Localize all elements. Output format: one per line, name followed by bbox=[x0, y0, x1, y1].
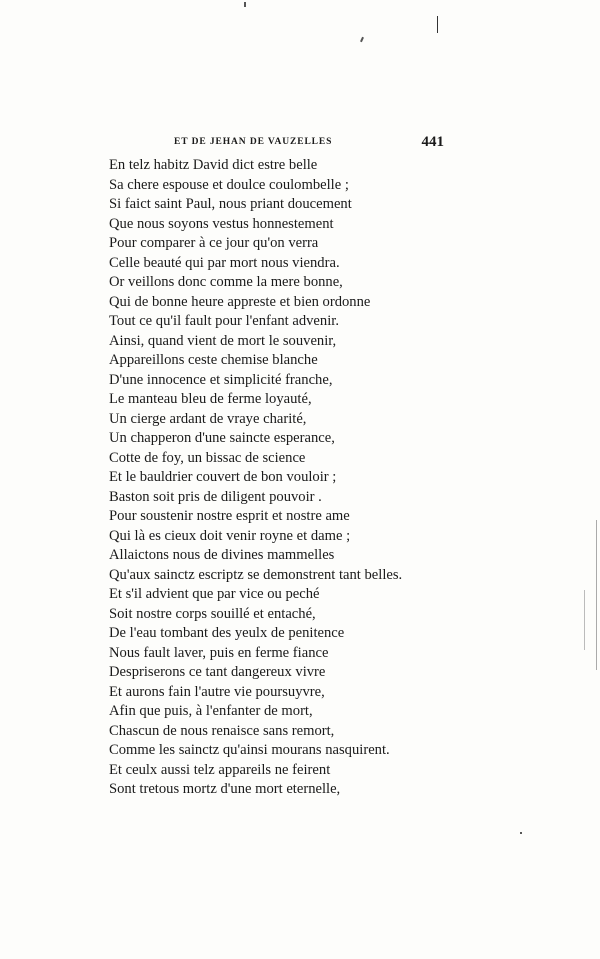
poem-line: Afin que puis, à l'enfanter de mort, bbox=[109, 703, 313, 719]
poem-line: Pour comparer à ce jour qu'on verra bbox=[109, 235, 319, 251]
poem-line: Si faict saint Paul, nous priant doucement bbox=[109, 196, 352, 212]
poem-line: Appareillons ceste chemise blanche bbox=[109, 352, 318, 368]
poem-line: Et ceulx aussi telz appareils ne feirent bbox=[109, 761, 331, 778]
poem-line: Chascun de nous renaisce sans remort, bbox=[109, 722, 335, 739]
scan-speck bbox=[244, 2, 246, 7]
poem-line: Pour soustenir nostre esprit et nostre ame bbox=[109, 508, 350, 524]
poem-line: Comme les sainctz qu'ainsi mourans nasquirent. bbox=[109, 742, 390, 758]
poem-line: En telz habitz David dict estre belle bbox=[109, 157, 318, 173]
poem-line: Soit nostre corps souillé et entaché, bbox=[109, 605, 316, 622]
scan-speck bbox=[520, 832, 522, 834]
poem-line: Sa chere espouse et doulce coulombelle ; bbox=[109, 176, 349, 193]
poem-line: De l'eau tombant des yeulx de penitence bbox=[109, 625, 345, 641]
poem-line: Un chapperon d'une saincte esperance, bbox=[109, 430, 335, 446]
running-title: ET DE JEHAN DE VAUZELLES bbox=[174, 137, 333, 147]
scan-speck bbox=[584, 590, 585, 650]
scan-speck bbox=[437, 16, 438, 33]
poem-line: Nous fault laver, puis en ferme fiance bbox=[109, 644, 329, 661]
poem-line: Qu'aux sainctz escriptz se demonstrent tant belles. bbox=[109, 566, 403, 583]
poem bbox=[109, 156, 439, 800]
scan-speck bbox=[360, 37, 364, 42]
poem-line: Et s'il advient que par vice ou peché bbox=[109, 586, 320, 602]
poem-line: Celle beauté qui par mort nous viendra. bbox=[109, 254, 340, 271]
poem-line: Le manteau bleu de ferme loyauté, bbox=[109, 391, 312, 407]
poem-line: Baston soit pris de diligent pouvoir . bbox=[109, 488, 322, 505]
poem-line: Tout ce qu'il fault pour l'enfant advenir. bbox=[109, 313, 339, 329]
poem-line: Sont tretous mortz d'une mort eternelle, bbox=[109, 781, 341, 797]
poem-line: Allaictons nous de divines mammelles bbox=[109, 547, 335, 563]
poem-line: Despriserons ce tant dangereux vivre bbox=[109, 664, 326, 680]
poem-line: Qui de bonne heure appreste et bien ordonne bbox=[109, 293, 371, 310]
poem-line: Cotte de foy, un bissac de science bbox=[109, 449, 306, 466]
running-head bbox=[174, 134, 444, 155]
poem-line: Et aurons fain l'autre vie poursuyvre, bbox=[109, 683, 325, 700]
page-number: 441 bbox=[421, 134, 444, 150]
poem-line: D'une innocence et simplicité franche, bbox=[109, 371, 333, 388]
poem-line: Et le bauldrier couvert de bon vouloir ; bbox=[109, 469, 337, 485]
poem-line: Ainsi, quand vient de mort le souvenir, bbox=[109, 332, 337, 349]
poem-line: Un cierge ardant de vraye charité, bbox=[109, 410, 307, 427]
scan-speck bbox=[596, 520, 597, 670]
poem-line: Or veillons donc comme la mere bonne, bbox=[109, 274, 343, 290]
poem-line: Qui là es cieux doit venir royne et dame ; bbox=[109, 527, 351, 544]
poem-line: Que nous soyons vestus honnestement bbox=[109, 215, 334, 232]
